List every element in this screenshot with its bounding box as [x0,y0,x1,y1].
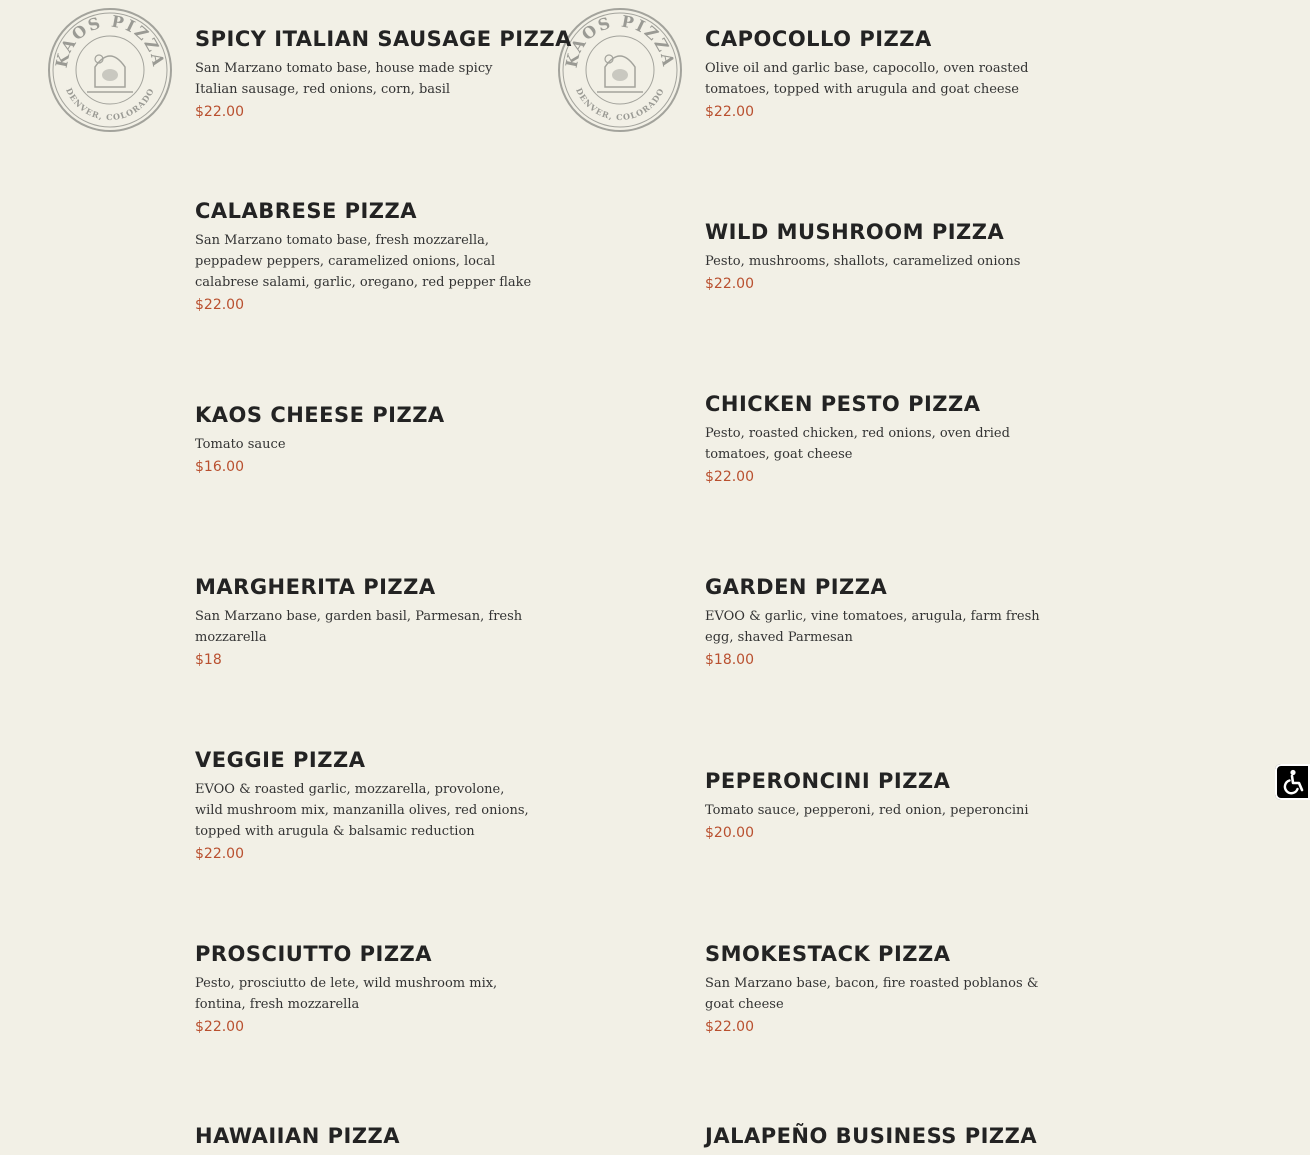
menu-item [705,26,1045,121]
menu-item [195,198,535,314]
menu-item-name: SMOKESTACK PIZZA [705,942,951,966]
menu-item-name: CHICKEN PESTO PIZZA [705,392,981,416]
menu-item [705,574,1045,669]
menu-item-price: $22.00 [195,846,244,862]
menu-item-name: PROSCIUTTO PIZZA [195,942,433,966]
menu-item-name: VEGGIE PIZZA [195,748,366,772]
menu-item [705,941,1045,1036]
menu-item-name: KAOS CHEESE PIZZA [195,403,445,427]
menu-item-price: $18 [195,652,222,668]
menu-item-description: EVOO & roasted garlic, mozzarella, provolone, wild mushroom mix, manzanilla olives, red onions, topped with arugula & balsamic reduction [195,782,529,839]
menu-item-name: JALAPEÑO BUSINESS PIZZA [705,1124,1038,1148]
kaos-pizza-logo [47,7,173,133]
menu-item-price: $22.00 [705,104,754,120]
kaos-pizza-logo [557,7,683,133]
menu-item-description: Tomato sauce [195,437,286,452]
menu-item-description: EVOO & garlic, vine tomatoes, arugula, farm fresh egg, shaved Parmesan [705,609,1040,645]
menu-item [705,768,1045,842]
menu-item-price: $18.00 [705,652,754,668]
menu-item [195,941,535,1036]
menu-item [195,1123,535,1155]
menu-item [705,1123,1045,1155]
svg-text:DENVER, COLORADO: DENVER, COLORADO [64,86,156,123]
menu-item-description: San Marzano base, garden basil, Parmesan, fresh mozzarella [195,609,523,645]
menu-item-price: $16.00 [195,459,244,475]
menu-item-name: SPICY ITALIAN SAUSAGE PIZZA [195,27,572,51]
menu-item-name: CALABRESE PIZZA [195,199,418,223]
menu-item-name: HAWAIIAN PIZZA [195,1124,401,1148]
svg-text:KAOS PIZZA: KAOS PIZZA [51,11,169,70]
menu-item [195,402,535,476]
menu-item-price: $22.00 [705,1019,754,1035]
menu-item-name: MARGHERITA PIZZA [195,575,436,599]
menu-item-description: San Marzano tomato base, house made spicy Italian sausage, red onions, corn, basil [195,61,493,97]
menu-item-description: San Marzano base, bacon, fire roasted poblanos & goat cheese [705,976,1039,1012]
menu-item-price: $22.00 [705,469,754,485]
menu-item-price: $22.00 [195,1019,244,1035]
accessibility-button[interactable] [1275,764,1310,800]
menu-item-name: PEPERONCINI PIZZA [705,769,951,793]
menu-item [195,574,535,669]
menu-item [195,26,572,121]
menu-item-name: WILD MUSHROOM PIZZA [705,220,1005,244]
svg-text:KAOS PIZZA: KAOS PIZZA [561,11,679,70]
menu-item-price: $22.00 [195,104,244,120]
menu-item [195,747,535,863]
menu-item-description: Pesto, prosciutto de lete, wild mushroom mix, fontina, fresh mozzarella [195,976,498,1012]
menu-item-description: Olive oil and garlic base, capocollo, oven roasted tomatoes, topped with arugula and goat cheese [705,61,1029,97]
menu-item-name: CAPOCOLLO PIZZA [705,27,932,51]
menu-item-description: San Marzano tomato base, fresh mozzarella, peppadew peppers, caramelized onions, local calabrese salami, garlic, oregano, red pepper flake [195,233,532,290]
menu-item-description: Pesto, roasted chicken, red onions, oven dried tomatoes, goat cheese [705,426,1010,462]
menu-item-name: GARDEN PIZZA [705,575,888,599]
menu-item-price: $20.00 [705,825,754,841]
menu-item-description: Tomato sauce, pepperoni, red onion, peperoncini [705,803,1029,818]
svg-text:DENVER, COLORADO: DENVER, COLORADO [574,86,666,123]
menu-item-price: $22.00 [705,276,754,292]
menu-item [705,391,1045,486]
menu-item-description: Pesto, mushrooms, shallots, caramelized onions [705,254,1021,269]
wheelchair-icon [1281,769,1305,795]
menu-item [705,219,1045,293]
menu-item-price: $22.00 [195,297,244,313]
